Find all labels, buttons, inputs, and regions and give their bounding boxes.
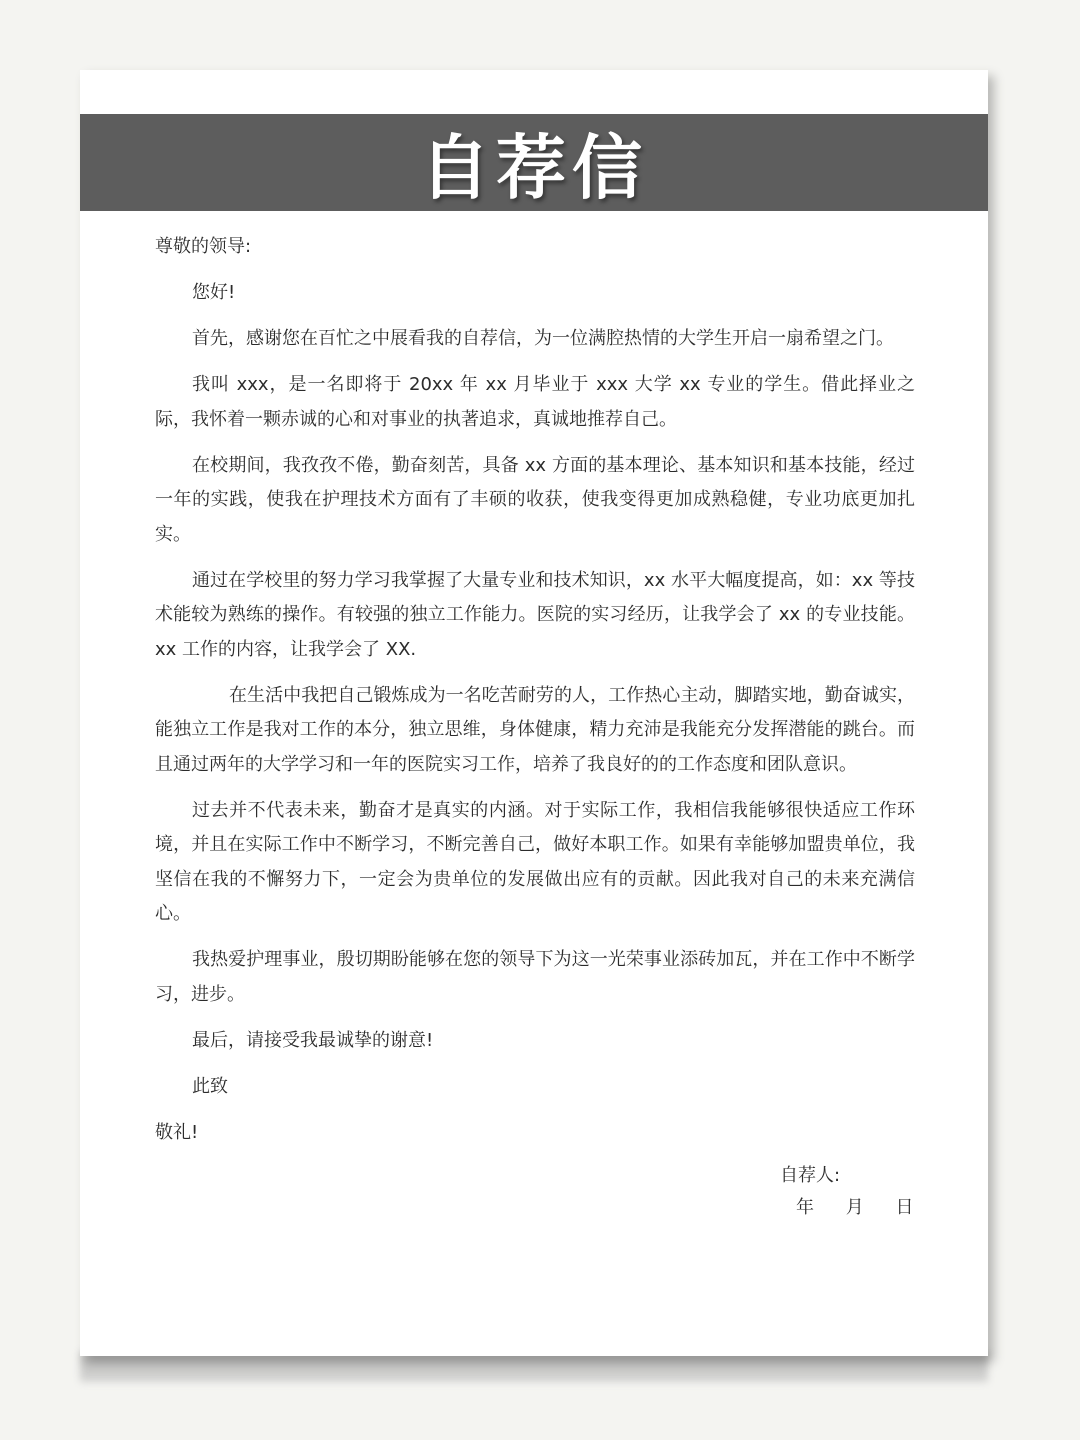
paragraph-life: 在生活中我把自己锻炼成为一名吃苦耐劳的人，工作热心主动，脚踏实地，勤奋诚实，能独立工作是我对工作的本分，独立思维，身体健康，精力充沛是我能充分发挥潜能的跳台。而且通过两年的大学学习和一年的医院实习工作，培养了我良好的的工作态度和团队意识。 <box>155 684 915 775</box>
date-year: 年 <box>796 1197 814 1218</box>
date-line <box>780 1192 913 1224</box>
closing: 此致 <box>192 1075 228 1097</box>
paragraph-future: 过去并不代表未来，勤奋才是真实的内涵。对于实际工作，我相信我能够很快适应工作环境，并且在实际工作中不断学习，不断完善自己，做好本职工作。如果有幸能够加盟贵单位，我坚信在我的不懈努力下，一定会为贵单位的发展做出应有的贡献。因此我对自己的未来充满信心。 <box>155 799 915 924</box>
signature-block <box>780 1160 913 1224</box>
salute: 敬礼! <box>155 1121 199 1143</box>
signature-label: 自荐人: <box>780 1165 841 1186</box>
paragraph-intro: 首先，感谢您在百忙之中展看我的自荐信，为一位满腔热情的大学生开启一扇希望之门。 <box>192 328 894 349</box>
page-shadow <box>80 1352 988 1382</box>
paragraph-self-intro: 我叫 xxx，是一名即将于 20xx 年 xx 月毕业于 xxx 大学 xx 专业的学生。借此择业之际，我怀着一颗赤诚的心和对事业的执著追求，真诚地推荐自己。 <box>155 374 915 430</box>
paragraph-passion: 我热爱护理事业，殷切期盼能够在您的领导下为这一光荣事业添砖加瓦，并在工作中不断学习，进步。 <box>155 949 915 1005</box>
paragraph-thanks: 最后，请接受我最诚挚的谢意! <box>192 1029 434 1051</box>
salutation-hello: 您好! <box>192 282 236 303</box>
paragraph-skills: 通过在学校里的努力学习我掌握了大量专业和技术知识，xx 水平大幅度提高，如：xx 等技术能较为熟练的操作。有较强的独立工作能力。医院的实习经历，让我学会了 xx 的专业技能。xx 工作的内容，让我学会了 XX. <box>155 569 915 660</box>
letter-page <box>80 70 988 1356</box>
date-month: 月 <box>845 1197 864 1218</box>
letter-body <box>155 230 915 1162</box>
page-title: 自荐信 <box>420 127 648 209</box>
date-day: 日 <box>895 1197 914 1218</box>
greeting: 尊敬的领导: <box>155 236 252 257</box>
paragraph-school: 在校期间，我孜孜不倦，勤奋刻苦，具备 xx 方面的基本理论、基本知识和基本技能，经过一年的实践，使我在护理技术方面有了丰硕的收获，使我变得更加成熟稳健，专业功底更加扎实。 <box>155 454 915 545</box>
title-banner <box>80 114 988 211</box>
